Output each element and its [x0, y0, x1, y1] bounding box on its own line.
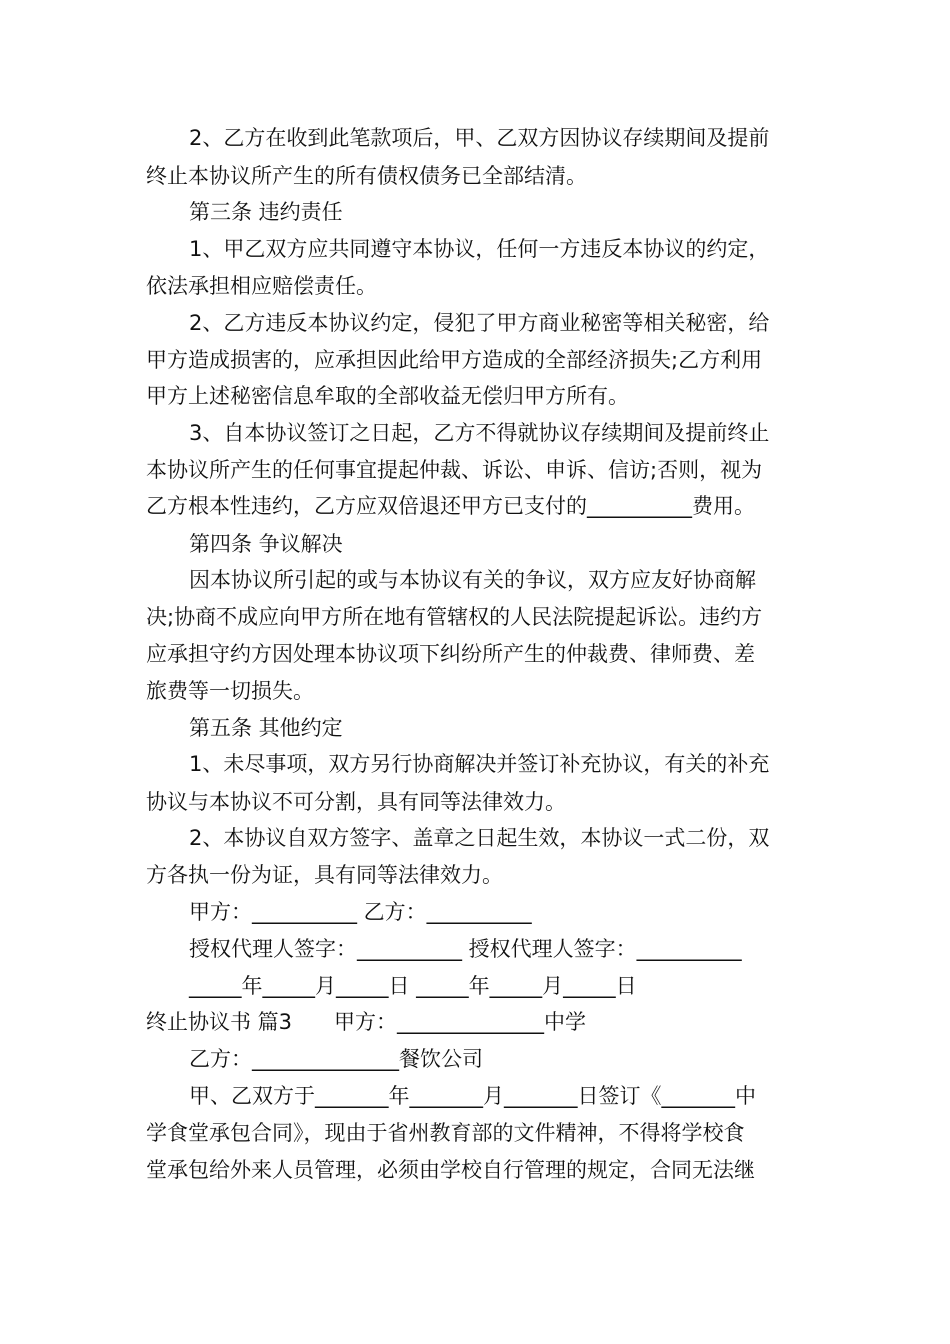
paragraph-line: 2、乙方在收到此笔款项后，甲、乙双方因协议存续期间及提前	[189, 126, 770, 150]
signature-line: 授权代理人签字：__________ 授权代理人签字：__________	[189, 937, 742, 961]
paragraph-line: 2、乙方违反本协议约定，侵犯了甲方商业秘密等相关秘密，给	[189, 311, 770, 335]
paragraph-line: 1、未尽事项，双方另行协商解决并签订补充协议，有关的补充	[189, 752, 770, 776]
paragraph-line: 旅费等一切损失。	[146, 679, 314, 703]
paragraph-line: 依法承担相应赔偿责任。	[146, 274, 377, 298]
paragraph-line: 甲方上述秘密信息牟取的全部收益无偿归甲方所有。	[146, 384, 629, 408]
signature-line: 甲方：__________ 乙方：__________	[189, 900, 532, 924]
section-heading: 第四条 争议解决	[189, 532, 343, 556]
paragraph-line: 本协议所产生的任何事宜提起仲裁、诉讼、申诉、信访;否则，视为	[146, 458, 763, 482]
paragraph-line: 协议与本协议不可分割，具有同等法律效力。	[146, 790, 566, 814]
paragraph-line: 1、甲乙双方应共同遵守本协议，任何一方违反本协议的约定，	[189, 237, 770, 261]
date-line: _____年_____月_____日 _____年_____月_____日	[189, 974, 637, 998]
section-heading: 第五条 其他约定	[189, 716, 343, 740]
party-line: 乙方：______________餐饮公司	[189, 1047, 483, 1071]
paragraph-line: 乙方根本性违约，乙方应双倍退还甲方已支付的__________费用。	[146, 494, 755, 518]
paragraph-line: 甲方造成损害的，应承担因此给甲方造成的全部经济损失;乙方利用	[146, 348, 763, 372]
paragraph-line: 3、自本协议签订之日起，乙方不得就协议存续期间及提前终止	[189, 421, 770, 445]
paragraph-line: 2、本协议自双方签字、盖章之日起生效，本协议一式二份，双	[189, 826, 770, 850]
paragraph-line: 终止本协议所产生的所有债权债务已全部结清。	[146, 164, 587, 188]
paragraph-line: 堂承包给外来人员管理，必须由学校自行管理的规定，合同无法继	[146, 1158, 755, 1182]
paragraph-line: 学食堂承包合同》，现由于省州教育部的文件精神，不得将学校食	[146, 1121, 745, 1145]
section-heading: 第三条 违约责任	[189, 200, 343, 224]
paragraph-line: 应承担守约方因处理本协议项下纠纷所产生的仲裁费、律师费、差	[146, 642, 755, 666]
paragraph-line: 因本协议所引起的或与本协议有关的争议，双方应友好协商解	[189, 568, 756, 592]
paragraph-line: 方各执一份为证，具有同等法律效力。	[146, 863, 503, 887]
agreement-title-line: 终止协议书 篇3 甲方：______________中学	[146, 1010, 587, 1034]
paragraph-line: 决;协商不成应向甲方所在地有管辖权的人民法院提起诉讼。违约方	[146, 605, 763, 629]
paragraph-line: 甲、乙双方于_______年_______月_______日签订《_______中	[189, 1084, 756, 1108]
